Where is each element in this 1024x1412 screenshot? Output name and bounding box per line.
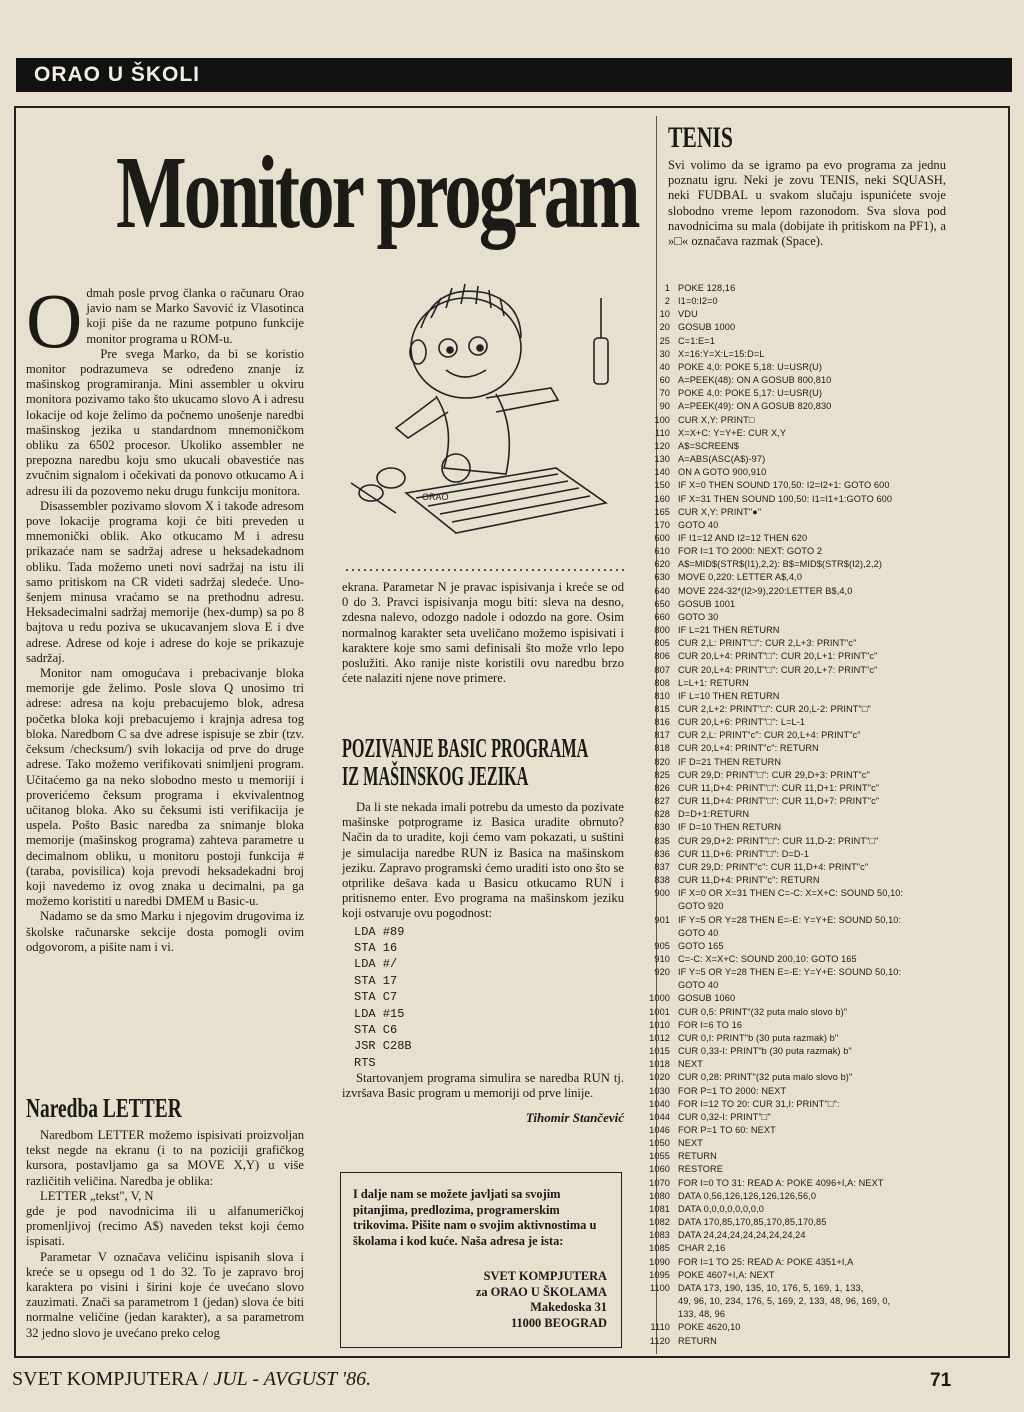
listing-line xyxy=(632,1019,972,1032)
listing-statement: A=PEEK(48): ON A GOSUB 800,810 xyxy=(678,375,832,386)
listing-statement: POKE 4,0: POKE 5,18: U=USR(U) xyxy=(678,361,823,372)
listing-line-number: 1070 xyxy=(649,1177,670,1188)
section-label: ORAO U ŠKOLI xyxy=(34,63,201,86)
listing-line xyxy=(632,374,972,387)
author-signature: Tihomir Stančević xyxy=(525,1109,624,1125)
listing-line xyxy=(632,1111,972,1124)
listing-line xyxy=(632,1308,972,1321)
listing-line xyxy=(632,1216,972,1229)
listing-line-number: 1081 xyxy=(649,1203,670,1214)
lead-text: dmah posle prvog članka o računaru Orao javio nam se Marko Savović iz Vlasotinca koji piše da ne razume potpuno funkcije monitor programa u ROM-u. xyxy=(86,286,304,346)
listing-line xyxy=(632,979,972,992)
listing-statement: RETURN xyxy=(678,1151,717,1162)
listing-line-number: 170 xyxy=(654,519,670,530)
listing-statement: CUR 20,L+4: PRINT"□": CUR 20,L+7: PRINT"c" xyxy=(678,664,878,675)
article-column-2 xyxy=(342,580,624,686)
listing-line xyxy=(632,1071,972,1084)
listing-line-number: 905 xyxy=(654,940,670,951)
listing-statement: CUR 20,L+6: PRINT"□": L=L-1 xyxy=(678,717,806,728)
listing-statement: ON A GOTO 900,910 xyxy=(678,467,767,478)
basic-call-heading-line1: POZIVANJE BASIC PROGRAMA xyxy=(342,733,589,763)
asm-line: LDA #89 xyxy=(354,924,405,939)
listing-statement: IF X=0 OR X=31 THEN C=-C: X=X+C: SOUND 50,10: xyxy=(678,888,904,899)
listing-statement: CUR 0,33-I: PRINT"b (30 puta razmak) b" xyxy=(678,1046,852,1057)
listing-line-number: 650 xyxy=(654,598,670,609)
listing-line-number: 835 xyxy=(654,835,670,846)
listing-statement: GOTO 30 xyxy=(678,611,719,622)
listing-statement: A$=MID$(STR$(I1),2,2): B$=MID$(STR$(I2),2,2) xyxy=(678,559,883,570)
listing-statement: VDU xyxy=(678,309,698,320)
footer-separator: / xyxy=(197,1368,214,1390)
listing-statement: CUR 20,L+4: PRINT"□": CUR 20,L+1: PRINT"c" xyxy=(678,651,878,662)
tenis-heading: TENIS xyxy=(668,121,733,154)
listing-line-number: 1 xyxy=(664,283,670,293)
listing-line-number: 836 xyxy=(654,848,670,859)
listing-statement: POKE 4,0: POKE 5,17: U=USR(U) xyxy=(678,388,823,399)
listing-statement: IF D=21 THEN RETURN xyxy=(678,756,782,767)
listing-line-number: 828 xyxy=(654,809,670,820)
listing-statement: IF Y=5 OR Y=28 THEN E=-E: Y=Y+E: SOUND 50,10: xyxy=(678,967,902,978)
listing-line xyxy=(632,558,972,571)
listing-line-number: 70 xyxy=(659,388,670,399)
basic-call-heading-line2: IZ MAŠINSKOG JEZIKA xyxy=(342,761,529,791)
listing-line xyxy=(632,1321,972,1334)
tenis-section xyxy=(668,121,946,249)
listing-line-number: 901 xyxy=(654,914,670,925)
article-paragraph: Nadamo se da smo Marku i njegovim drugovima iz školske računarske sekcije dosta pomogli ovim odgovorom, a pišite nam i vi. xyxy=(26,909,304,954)
address-line: Makedoska 31 xyxy=(530,1300,607,1315)
listing-statement: NEXT xyxy=(678,1059,703,1070)
article-paragraph: Pre svega Marko, da bi se koristio monitor podrazumeva se određeno znanje iz mašinskog programiranja. Mini assembler u okviru monitora pozivamo tako što ukucamo slovo A i adresu lokacije od koje želimo da počnemo unošenje naredbi mašinskog jezika u standardnom mnemoničkom obliku za 6502 procesor. Ukoliko assembler ne prepozna naredbu koju smo ukucali obavestiće nas zvučnim signalom i očekivati da ponovo otkucamo A i adresu ili da pozovemo neku drugu funkciju monitora. xyxy=(26,346,304,498)
listing-line xyxy=(632,1163,972,1176)
asm-line: STA 17 xyxy=(354,973,398,988)
listing-statement: GOTO 40 xyxy=(678,519,719,530)
listing-statement: CUR 11,D+4: PRINT"□": CUR 11,D+7: PRINT"c" xyxy=(678,796,880,807)
listing-line-number: 818 xyxy=(654,743,670,754)
listing-statement: C=1:E=1 xyxy=(678,335,715,346)
listing-statement: POKE 4607+I,A: NEXT xyxy=(678,1269,775,1280)
listing-statement: A=PEEK(49): ON A GOSUB 820,830 xyxy=(678,401,832,412)
listing-statement: FOR I=1 TO 2000: NEXT: GOTO 2 xyxy=(678,546,823,557)
asm-line: LDA #15 xyxy=(354,1006,405,1021)
listing-line xyxy=(632,493,972,506)
listing-line-number: 1055 xyxy=(649,1151,670,1162)
listing-line xyxy=(632,940,972,953)
listing-line-number: 1044 xyxy=(649,1111,670,1122)
listing-statement: FOR P=1 TO 2000: NEXT xyxy=(678,1085,787,1096)
asm-line: LDA #/ xyxy=(354,957,398,972)
listing-statement: A=ABS(ASC(A$)-97) xyxy=(678,454,766,465)
listing-line-number: 1040 xyxy=(649,1098,670,1109)
listing-statement: IF Y=5 OR Y=28 THEN E=-E: Y=Y+E: SOUND 50,10: xyxy=(678,914,902,925)
listing-line-number: 1110 xyxy=(650,1322,670,1333)
contact-text: I dalje nam se možete javljati sa svojim pitanjima, predlozima, programerskim trikovima. Pišite nam o svojim aktivnostima u školama i kod kuće. Naša adresa je ista: xyxy=(353,1187,597,1248)
basic-listing xyxy=(632,282,972,1348)
listing-statement: IF I1=12 AND I2=12 THEN 620 xyxy=(678,532,808,543)
listing-statement: X=16:Y=X:L=15:D=L xyxy=(678,348,765,359)
listing-line-number: 1082 xyxy=(649,1217,670,1228)
listing-line xyxy=(632,1085,972,1098)
listing-statement: DATA 0,0,0,0,0,0,0,0 xyxy=(678,1203,764,1214)
listing-line-number: 1120 xyxy=(649,1335,670,1346)
listing-line xyxy=(632,795,972,808)
listing-line xyxy=(632,874,972,887)
listing-statement: CUR 29,D: PRINT"c": CUR 11,D+4: PRINT"c" xyxy=(678,861,869,872)
letter-paragraph: Naredbom LETTER možemo ispisivati proizvoljan tekst negde na ekranu (i to na poziciji grafičkog kursora, postavljamo ga sa MOVE X,Y) u više različitih veličina. Naredba je oblika: xyxy=(26,1128,304,1188)
listing-line-number: 820 xyxy=(654,756,670,767)
listing-statement: CHAR 2,16 xyxy=(678,1243,726,1254)
listing-line xyxy=(632,690,972,703)
listing-statement: DATA 24,24,24,24,24,24,24,24 xyxy=(678,1230,806,1241)
listing-statement: MOVE 224-32*(I2>9),220:LETTER B$,4,0 xyxy=(678,585,853,596)
listing-statement: GOTO 920 xyxy=(678,901,724,912)
listing-line-number: 1090 xyxy=(649,1256,670,1267)
listing-line xyxy=(632,861,972,874)
listing-statement: CUR 0,I: PRINT"b (30 puta razmak) b" xyxy=(678,1032,839,1043)
listing-line-number: 808 xyxy=(654,677,670,688)
listing-statement: X=X+C: Y=Y+E: CUR X,Y xyxy=(678,427,787,438)
listing-line xyxy=(632,1229,972,1242)
listing-statement: CUR 2,L: PRINT"c": CUR 20,L+4: PRINT"c" xyxy=(678,730,861,741)
listing-line-number: 1012 xyxy=(649,1032,670,1043)
listing-statement: DATA 173, 190, 135, 10, 176, 5, 169, 1, 133, xyxy=(678,1282,864,1293)
listing-line xyxy=(632,664,972,677)
listing-line-number: 1085 xyxy=(649,1243,670,1254)
listing-statement: IF X=31 THEN SOUND 100,50: I1=I1+1:GOTO 600 xyxy=(678,493,893,504)
listing-statement: CUR 0,5: PRINT"(32 puta malo slovo b)" xyxy=(678,1006,848,1017)
listing-line xyxy=(632,729,972,742)
tenis-intro: Svi volimo da se igramo pa evo programa za jednu poznatu igru. Neki je zovu TENIS, neki SQUASH, neki FUDBAL u svakom slučaju ispunićete svoje slobodno vreme lepom razonodom. Sva slova pod navodnicima su mala (dobijate ih pritiskom na PF1), a »□« označava razmak (Space). xyxy=(668,158,946,249)
listing-line-number: 1095 xyxy=(649,1269,670,1280)
listing-line xyxy=(632,414,972,427)
listing-line xyxy=(632,308,972,321)
footer-issue: JUL - AVGUST '86. xyxy=(213,1368,372,1390)
listing-line-number: 1018 xyxy=(649,1059,670,1070)
listing-line xyxy=(632,585,972,598)
listing-statement: DATA 0,56,126,126,126,126,56,0 xyxy=(678,1190,817,1201)
listing-line xyxy=(632,506,972,519)
listing-statement: MOVE 0,220: LETTER A$,4,0 xyxy=(678,572,803,583)
listing-statement: GOTO 40 xyxy=(678,927,719,938)
listing-line xyxy=(632,624,972,637)
asm-line: RTS xyxy=(354,1055,376,1070)
listing-line xyxy=(632,1137,972,1150)
listing-statement: FOR I=6 TO 16 xyxy=(678,1019,743,1030)
listing-statement: RESTORE xyxy=(678,1164,723,1175)
article-paragraph: Disassembler pozivamo slovom X i takođe adresom pove lokacije programa koji će biti preveden u mnemonički oblik. Ako otkucamo M i adresu prikazaće nam se sadržaj adrese u heksadekadnom obliku. Tada možemo uneti novi sadržaj na istu ili samo pritiskom na CR videti sadržaj sledeće. Uno-šenjem minusa vraćamo se na prethodnu adresu. Heksadecimalni sadržaj memorije (hex-dump) sa po 8 bajtova u redu poziva se ukucavanjem slova E i dve adrese. Adrese od koje i adrese do koje se prikazuje sadržaj. xyxy=(26,498,304,665)
asm-line: STA 16 xyxy=(354,941,398,956)
article-title: Monitor program xyxy=(116,135,638,250)
listing-line-number: 1046 xyxy=(649,1125,670,1135)
listing-line xyxy=(632,1282,972,1295)
svg-text:ORAO: ORAO xyxy=(422,492,449,502)
drop-cap: O xyxy=(26,277,83,364)
listing-line xyxy=(632,927,972,940)
listing-line xyxy=(632,716,972,729)
listing-statement: POKE 4620,10 xyxy=(678,1322,741,1333)
listing-line-number: 640 xyxy=(654,585,670,596)
listing-line-number: 160 xyxy=(654,493,670,504)
listing-line xyxy=(632,1098,972,1111)
listing-statement: I1=0:I2=0 xyxy=(678,296,718,307)
basic-call-section xyxy=(342,734,624,1126)
listing-line-number: 90 xyxy=(659,401,670,412)
listing-line-number: 826 xyxy=(654,782,670,793)
listing-line xyxy=(632,1269,972,1282)
listing-statement: FOR I=1 TO 25: READ A: POKE 4351+I,A xyxy=(678,1256,854,1267)
listing-line xyxy=(632,348,972,361)
listing-line xyxy=(632,1058,972,1071)
listing-line xyxy=(632,1177,972,1190)
listing-line-number: 806 xyxy=(654,651,670,662)
boy-computer-illustration xyxy=(336,278,636,578)
listing-statement: CUR 29,D+2: PRINT"□": CUR 11,D-2: PRINT"□" xyxy=(678,835,879,846)
asm-line: JSR C28B xyxy=(354,1039,412,1054)
listing-line xyxy=(632,427,972,440)
listing-line xyxy=(632,321,972,334)
article-paragraph: Monitor nam omogućava i prebacivanje bloka memorije gde želimo. Posle slova Q unosimo tri adrese: adresa na koju prebacujemo blok, adresa početka bloka koji prebacujemo i krajnja adresa tog bloka. Naredbom C sa dve adrese ispisuje se zbir (tzv. čeksum /checksum/) svih lokacija od prve do druge adrese. Tako možemo verifikovati snimljeni program. Učitaćemo ga na neko slobodno mesto u memoriji i proverićemo čeksum programa i ekvivalentnog učitanog bloka. Ako su čeksumi isti verifikacija je uspela. Pošto Basic naredba za snimanje bloka memorije (mašinskog programa) zahteva parametre u decimalnom obliku, u monitoru postoji funkcija #(taraba, povisilica) koja prevodi heksadekadni broj koji navedemo iz ovog znaka u decimalni, pa ga možemo koristiti u naredbi DMEM u Basic-u. xyxy=(26,666,304,909)
listing-line xyxy=(632,598,972,611)
listing-line-number: 827 xyxy=(654,796,670,807)
footer-magazine: SVET KOMPJUTERA xyxy=(12,1368,198,1390)
listing-statement: DATA 170,85,170,85,170,85,170,85 xyxy=(678,1217,827,1228)
listing-line xyxy=(632,1242,972,1255)
listing-statement: CUR 0,32-I: PRINT"□" xyxy=(678,1111,771,1122)
listing-statement: CUR X,Y: PRINT□ xyxy=(678,414,755,425)
listing-line-number: 100 xyxy=(654,414,670,425)
lead-paragraph xyxy=(26,277,304,364)
listing-line xyxy=(632,1045,972,1058)
listing-line xyxy=(632,611,972,624)
listing-line-number: 30 xyxy=(659,348,670,359)
listing-line xyxy=(632,650,972,663)
listing-line-number: 10 xyxy=(659,309,670,320)
letter-syntax: LETTER „tekst", V, N xyxy=(40,1188,154,1203)
listing-statement: IF D=10 THEN RETURN xyxy=(678,822,782,833)
listing-line-number: 807 xyxy=(654,664,670,675)
listing-statement: CUR 2,L: PRINT"□": CUR 2,L+3: PRINT"c" xyxy=(678,638,857,649)
listing-line-number: 1020 xyxy=(649,1072,670,1083)
listing-line-number: 816 xyxy=(654,717,670,728)
listing-line-number: 1000 xyxy=(649,993,670,1004)
letter-heading: Naredba LETTER xyxy=(26,1093,182,1123)
listing-line xyxy=(632,1190,972,1203)
listing-line-number: 660 xyxy=(654,611,670,622)
letter-section xyxy=(26,1094,304,1341)
page-number: 71 xyxy=(930,1370,952,1391)
listing-line xyxy=(632,479,972,492)
listing-statement: CUR 29,D: PRINT"□": CUR 29,D+3: PRINT"c" xyxy=(678,769,870,780)
listing-line-number: 150 xyxy=(654,480,670,491)
listing-line xyxy=(632,992,972,1005)
address-line: 11000 BEOGRAD xyxy=(510,1315,607,1330)
listing-statement: CUR 11,D+4: PRINT"c": RETURN xyxy=(678,875,820,886)
listing-line xyxy=(632,295,972,308)
listing-line xyxy=(632,1032,972,1045)
listing-statement: 49, 96, 10, 234, 176, 5, 169, 2, 133, 48, 96, 169, 0, xyxy=(678,1296,891,1307)
listing-line xyxy=(632,677,972,690)
listing-line-number: 810 xyxy=(654,690,670,701)
asm-line: STA C7 xyxy=(354,990,398,1005)
contact-address xyxy=(476,1269,607,1331)
address-line: za ORAO U ŠKOLAMA xyxy=(475,1284,607,1299)
basic-call-outro: Startovanjem programa simulira se naredba RUN tj. izvršava Basic program u memoriji od prve linije. xyxy=(342,1071,624,1101)
listing-line xyxy=(632,1203,972,1216)
listing-line-number: 800 xyxy=(654,625,670,636)
listing-statement: CUR 0,28: PRINT"(32 puta malo slovo b)" xyxy=(678,1072,853,1083)
listing-line-number: 1030 xyxy=(649,1085,670,1096)
listing-statement: NEXT xyxy=(678,1138,703,1149)
listing-line xyxy=(632,519,972,532)
listing-line-number: 1050 xyxy=(649,1138,670,1149)
listing-statement: POKE 128,16 xyxy=(678,283,736,293)
listing-line xyxy=(632,335,972,348)
listing-line xyxy=(632,1335,972,1348)
listing-line xyxy=(632,782,972,795)
listing-line xyxy=(632,387,972,400)
listing-line-number: 1100 xyxy=(649,1282,670,1293)
listing-statement: L=L+1: RETURN xyxy=(678,677,749,688)
listing-line-number: 60 xyxy=(659,375,670,386)
listing-line-number: 25 xyxy=(659,335,670,346)
listing-line-number: 120 xyxy=(654,440,670,451)
listing-line xyxy=(632,545,972,558)
listing-statement: A$=SCREEN$ xyxy=(678,440,740,451)
letter-continuation: ekrana. Parametar N je pravac ispisivanja i kreće se od 0 do 3. Pravci ispisivanja mogu biti: sleva na desno, zdesna nalevo, odozgo nadole i odozdo na gore. Osim normalnog karakter seta uveličano možemo ispisivati i karaktere koje smo sami definisali što može vrlo lepo poslužiti. Ako ranije niste koristili ovu naredbu brzo ćete nalaziti njene nove primere. xyxy=(342,580,624,686)
listing-line-number: 165 xyxy=(654,506,670,517)
listing-statement: GOSUB 1001 xyxy=(678,598,736,609)
asm-line: STA C6 xyxy=(354,1023,398,1038)
listing-line-number: 630 xyxy=(654,572,670,583)
listing-line xyxy=(632,848,972,861)
listing-line xyxy=(632,966,972,979)
listing-line-number: 130 xyxy=(654,454,670,465)
listing-line xyxy=(632,466,972,479)
listing-statement: IF L=21 THEN RETURN xyxy=(678,625,780,636)
listing-line-number: 610 xyxy=(654,546,670,557)
listing-line xyxy=(632,821,972,834)
listing-line-number: 600 xyxy=(654,532,670,543)
listing-line xyxy=(632,742,972,755)
letter-paragraph: Parametar V označava veličinu ispisanih slova i kreće se u opsegu od 1 do 32. To je zapravo broj karaktera po visini i širini koje će uvećano slovo zauzimati. Znači sa parametrom 1 (jedan) slova će biti normalne veličine (jedan karakter), a sa parametrom 32 jedno slovo je uvećano preko celog xyxy=(26,1249,304,1340)
listing-statement: CUR 11,D+4: PRINT"□": CUR 11,D+1: PRINT"c" xyxy=(678,782,880,793)
listing-line-number: 1060 xyxy=(649,1164,670,1175)
basic-call-intro: Da li ste nekada imali potrebu da umesto da pozivate mašinske potprograme iz Basica uradite obrnuto? Način da to uradite, koji ćemo vam pokazati, u suštini je simulacija naredbe RUN iz Basica na mašinskom jeziku. Zapravo programski ćemo uraditi isto ono što se otprilike dešava kada u Basicu otkucamo RUN i pritisnemo enter. Evo programa na mašinskom jeziku koji ostvaruje ovu pogodnost: xyxy=(342,800,624,921)
listing-line xyxy=(632,532,972,545)
listing-line xyxy=(632,900,972,913)
listing-statement: C=-C: X=X+C: SOUND 200,10: GOTO 165 xyxy=(678,953,857,964)
letter-paragraph: gde je pod navodnicima ili u alfanumeričkoj promenljivoj (recimo A$) naveden tekst koji ćemo ispisati. xyxy=(26,1204,304,1249)
address-line: SVET KOMPJUTERA xyxy=(483,1269,607,1283)
listing-statement: GOTO 165 xyxy=(678,940,724,951)
listing-line xyxy=(632,637,972,650)
listing-line xyxy=(632,440,972,453)
listing-line-number: 620 xyxy=(654,559,670,570)
article-column-1 xyxy=(26,277,304,955)
listing-line xyxy=(632,1295,972,1308)
listing-line-number: 110 xyxy=(655,427,670,438)
listing-line xyxy=(632,361,972,374)
listing-line-number: 1080 xyxy=(649,1190,670,1201)
listing-statement: FOR I=0 TO 31: READ A: POKE 4096+I,A: NEXT xyxy=(678,1177,884,1188)
listing-line xyxy=(632,835,972,848)
listing-line xyxy=(632,914,972,927)
listing-statement: GOSUB 1060 xyxy=(678,993,736,1004)
listing-line-number: 1001 xyxy=(649,1006,670,1017)
listing-line xyxy=(632,808,972,821)
listing-line xyxy=(632,453,972,466)
listing-line xyxy=(632,769,972,782)
listing-line-number: 830 xyxy=(654,822,670,833)
listing-line-number: 1010 xyxy=(649,1019,670,1030)
listing-statement: D=D+1:RETURN xyxy=(678,809,750,820)
footer-masthead xyxy=(12,1368,371,1391)
listing-statement: CUR X,Y: PRINT"●" xyxy=(678,506,762,517)
listing-line-number: 140 xyxy=(654,467,670,478)
section-bar xyxy=(16,58,1012,92)
listing-statement: GOTO 40 xyxy=(678,980,719,991)
listing-statement: RETURN xyxy=(678,1335,717,1346)
listing-statement: CUR 2,L+2: PRINT"□": CUR 20,L-2: PRINT"□" xyxy=(678,704,871,714)
listing-line-number: 20 xyxy=(659,322,670,333)
asm-listing xyxy=(354,924,624,1072)
listing-line-number: 838 xyxy=(654,875,670,886)
listing-statement: 133, 48, 96 xyxy=(678,1309,726,1320)
listing-line xyxy=(632,1124,972,1137)
listing-line-number: 837 xyxy=(654,861,670,872)
listing-line xyxy=(632,1006,972,1019)
listing-line-number: 920 xyxy=(654,967,670,978)
listing-line xyxy=(632,1150,972,1163)
listing-line-number: 40 xyxy=(659,361,670,372)
listing-statement: CUR 11,D+6: PRINT"□": D=D-1 xyxy=(678,848,810,859)
listing-line-number: 815 xyxy=(654,704,670,714)
contact-box xyxy=(340,1172,622,1348)
listing-line xyxy=(632,571,972,584)
listing-line xyxy=(632,756,972,769)
listing-line-number: 825 xyxy=(654,769,670,780)
listing-line xyxy=(632,703,972,716)
listing-line xyxy=(632,1256,972,1269)
listing-statement: FOR I=12 TO 20: CUR 31,I: PRINT"□": xyxy=(678,1098,840,1109)
listing-statement: IF X=0 THEN SOUND 170,50: I2=I2+1: GOTO 600 xyxy=(678,480,890,491)
listing-line-number: 910 xyxy=(654,953,670,964)
listing-line xyxy=(632,282,972,295)
listing-statement: CUR 20,L+4: PRINT"c": RETURN xyxy=(678,743,819,754)
listing-statement: GOSUB 1000 xyxy=(678,322,736,333)
listing-line-number: 2 xyxy=(664,296,670,307)
listing-line xyxy=(632,953,972,966)
listing-line-number: 1015 xyxy=(649,1046,670,1057)
listing-line xyxy=(632,400,972,413)
listing-line xyxy=(632,887,972,900)
listing-line-number: 805 xyxy=(654,638,670,649)
listing-statement: IF L=10 THEN RETURN xyxy=(678,690,780,701)
listing-line-number: 1083 xyxy=(649,1230,670,1241)
listing-line-number: 817 xyxy=(654,730,670,741)
listing-line-number: 900 xyxy=(654,888,670,899)
listing-statement: FOR P=1 TO 60: NEXT xyxy=(678,1125,776,1135)
